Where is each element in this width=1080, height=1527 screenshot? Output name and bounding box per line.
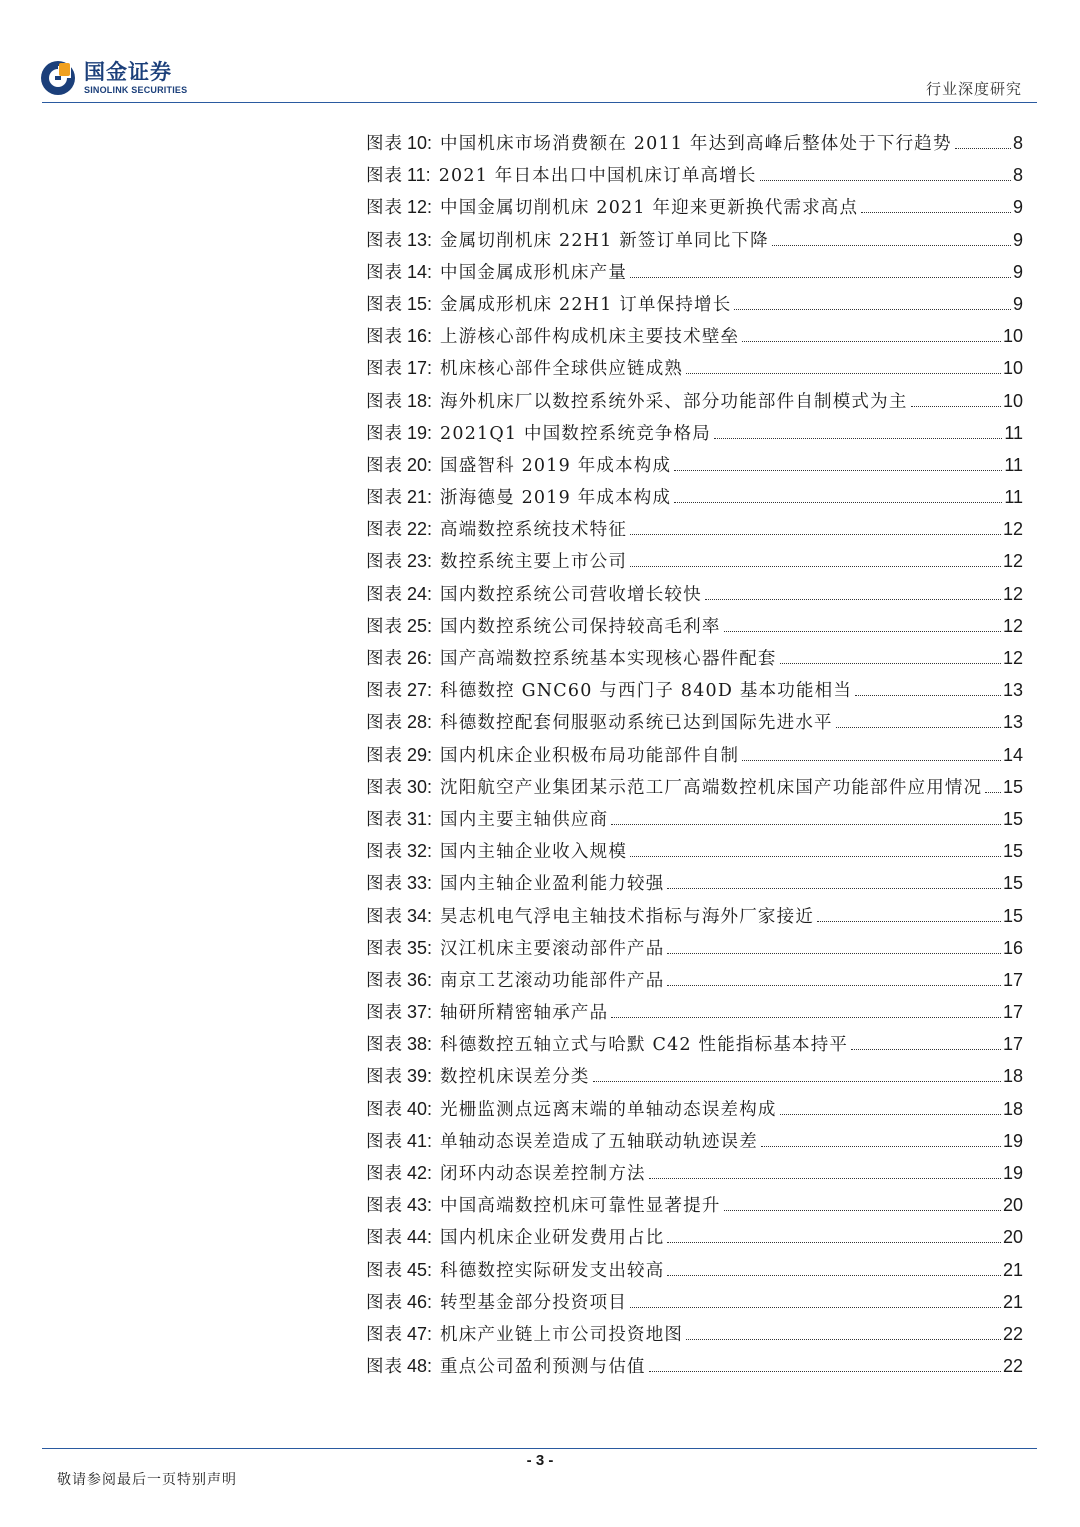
toc-dot-leader: [611, 1017, 1001, 1018]
toc-figure-label: 图表: [366, 713, 403, 734]
toc-page-number: 15: [1002, 905, 1023, 926]
toc-figure-number: 21:: [407, 487, 433, 508]
toc-entry[interactable]: [366, 1093, 1023, 1125]
toc-page-number: 19: [1002, 1130, 1023, 1151]
logo-chinese-name: 国金证券: [84, 59, 172, 84]
toc-page-number: 11: [1004, 487, 1023, 508]
toc-page-number: 10: [1002, 326, 1023, 347]
toc-entry[interactable]: [366, 385, 1023, 417]
toc-figure-number: 20:: [407, 454, 433, 475]
toc-figure-number: 31:: [407, 808, 433, 829]
toc-figure-title: 国内机床企业研发费用占比: [440, 1228, 665, 1249]
toc-figure-title: 数控机床误差分类: [440, 1067, 590, 1088]
toc-dot-leader: [780, 663, 1001, 664]
logo-english-name: SINOLINK SECURITIES: [84, 84, 188, 95]
toc-entry[interactable]: [366, 513, 1023, 545]
toc-figure-title: 国内主轴企业收入规模: [440, 842, 628, 863]
toc-figure-number: 37:: [407, 1002, 433, 1023]
toc-dot-leader: [955, 148, 1011, 149]
toc-figure-number: 48:: [407, 1356, 433, 1377]
toc-figure-title: 国盛智科 2019 年成本构成: [440, 455, 672, 476]
toc-entry[interactable]: [366, 642, 1023, 674]
toc-entry[interactable]: [366, 481, 1023, 513]
toc-figure-label: 图表: [366, 938, 403, 959]
toc-entry[interactable]: [366, 127, 1023, 159]
toc-page-number: 21: [1002, 1291, 1023, 1312]
toc-entry[interactable]: [366, 1318, 1023, 1350]
toc-figure-number: 14:: [407, 261, 433, 282]
toc-page-number: 17: [1002, 1034, 1023, 1055]
toc-page-number: 9: [1012, 229, 1023, 250]
toc-entry[interactable]: [366, 1286, 1023, 1318]
toc-entry[interactable]: [366, 159, 1023, 191]
toc-dot-leader: [705, 599, 1001, 600]
toc-dot-leader: [836, 727, 1001, 728]
toc-page-number: 8: [1012, 133, 1023, 153]
toc-entry[interactable]: [366, 1254, 1023, 1286]
toc-figure-number: 10:: [407, 133, 433, 153]
toc-figure-title: 国产高端数控系统基本实现核心器件配套: [440, 649, 777, 669]
page-number: - 3 -: [526, 1452, 554, 1469]
toc-figure-number: 32:: [407, 841, 433, 862]
toc-dot-leader: [714, 438, 1002, 439]
toc-figure-number: 26:: [407, 648, 433, 668]
toc-entry[interactable]: [366, 835, 1023, 867]
toc-dot-leader: [649, 1371, 1001, 1372]
toc-figure-title: 国内机床企业积极布局功能部件自制: [440, 745, 740, 766]
toc-figure-number: 45:: [407, 1259, 433, 1280]
toc-figure-number: 18:: [407, 390, 433, 411]
toc-figure-title: 国内主要主轴供应商: [440, 809, 609, 830]
toc-entry[interactable]: [366, 449, 1023, 481]
toc-figure-label: 图表: [366, 552, 403, 573]
toc-figure-label: 图表: [366, 584, 403, 605]
toc-entry[interactable]: [366, 578, 1023, 610]
figure-list: [366, 127, 1023, 1382]
toc-figure-number: 38:: [407, 1034, 433, 1055]
toc-dot-leader: [817, 921, 1001, 922]
toc-figure-label: 图表: [366, 809, 403, 830]
toc-page-number: 13: [1002, 712, 1023, 733]
toc-entry[interactable]: [366, 706, 1023, 738]
toc-page-number: 13: [1002, 680, 1023, 701]
toc-figure-title: 中国高端数控机床可靠性显著提升: [440, 1196, 721, 1217]
toc-figure-title: 汉江机床主要滚动部件产品: [440, 938, 665, 959]
toc-figure-label: 图表: [366, 1324, 403, 1345]
toc-page-number: 10: [1002, 358, 1023, 379]
toc-dot-leader: [911, 406, 1001, 407]
toc-figure-label: 图表: [366, 488, 403, 509]
toc-figure-title: 光栅监测点远离末端的单轴动态误差构成: [440, 1099, 777, 1120]
toc-page-number: 10: [1002, 390, 1023, 411]
toc-figure-label: 图表: [366, 520, 403, 541]
toc-entry[interactable]: [366, 545, 1023, 577]
toc-entry[interactable]: [366, 288, 1023, 320]
toc-figure-number: 41:: [407, 1130, 433, 1151]
toc-dot-leader: [724, 631, 1001, 632]
toc-figure-number: 24:: [407, 583, 433, 604]
toc-dot-leader: [985, 792, 1001, 793]
toc-entry[interactable]: [366, 1060, 1023, 1092]
toc-figure-label: 图表: [366, 423, 403, 444]
toc-dot-leader: [667, 1242, 1001, 1243]
toc-figure-number: 40:: [407, 1098, 433, 1119]
toc-figure-title: 中国金属切削机床 2021 年迎来更新换代需求高点: [440, 198, 859, 219]
toc-figure-number: 27:: [407, 680, 433, 701]
toc-page-number: 18: [1002, 1066, 1023, 1087]
toc-entry[interactable]: [366, 771, 1023, 803]
toc-dot-leader: [686, 373, 1001, 374]
toc-page-number: 11: [1004, 422, 1023, 443]
toc-figure-title: 高端数控系统技术特征: [440, 520, 628, 541]
toc-dot-leader: [667, 1275, 1001, 1276]
toc-figure-number: 15:: [407, 293, 433, 314]
toc-figure-label: 图表: [366, 1292, 403, 1313]
toc-dot-leader: [593, 1081, 1001, 1082]
toc-dot-leader: [724, 1210, 1001, 1211]
toc-figure-number: 30:: [407, 776, 433, 797]
toc-dot-leader: [649, 1178, 1001, 1179]
toc-page-number: 15: [1002, 841, 1023, 862]
toc-figure-label: 图表: [366, 842, 403, 863]
toc-figure-label: 图表: [366, 874, 403, 895]
toc-figure-title: 上游核心部件构成机床主要技术壁垒: [440, 327, 740, 348]
toc-page-number: 12: [1002, 583, 1023, 604]
toc-page-number: 18: [1002, 1098, 1023, 1119]
toc-entry[interactable]: [366, 803, 1023, 835]
toc-figure-title: 中国金属成形机床产量: [440, 262, 628, 283]
toc-figure-label: 图表: [366, 455, 403, 476]
toc-figure-number: 25:: [407, 615, 433, 636]
toc-dot-leader: [851, 1049, 1001, 1050]
toc-page-number: 8: [1012, 165, 1023, 186]
toc-figure-label: 图表: [366, 1357, 403, 1378]
toc-figure-label: 图表: [366, 1035, 403, 1056]
toc-figure-number: 33:: [407, 873, 433, 894]
toc-figure-number: 28:: [407, 712, 433, 733]
toc-entry[interactable]: [366, 1125, 1023, 1157]
toc-entry[interactable]: [366, 1350, 1023, 1382]
toc-page-number: 22: [1002, 1356, 1023, 1377]
toc-figure-label: 图表: [366, 1067, 403, 1088]
toc-figure-label: 图表: [366, 198, 403, 219]
toc-dot-leader: [630, 277, 1011, 278]
toc-entry[interactable]: [366, 320, 1023, 352]
toc-figure-label: 图表: [366, 134, 403, 154]
toc-entry[interactable]: [366, 1221, 1023, 1253]
toc-page-number: 12: [1002, 519, 1023, 540]
toc-figure-number: 17:: [407, 358, 433, 379]
toc-figure-title: 轴研所精密轴承产品: [440, 1003, 609, 1024]
toc-page-number: 15: [1002, 808, 1023, 829]
toc-figure-title: 科德数控 GNC60 与西门子 840D 基本功能相当: [440, 681, 853, 702]
toc-page-number: 9: [1012, 197, 1023, 218]
toc-dot-leader: [667, 953, 1001, 954]
toc-dot-leader: [760, 180, 1011, 181]
toc-figure-title: 转型基金部分投资项目: [440, 1292, 628, 1313]
toc-figure-label: 图表: [366, 1003, 403, 1024]
toc-dot-leader: [630, 534, 1001, 535]
toc-figure-number: 42:: [407, 1163, 433, 1183]
toc-dot-leader: [667, 888, 1001, 889]
toc-entry[interactable]: [366, 1157, 1023, 1189]
toc-figure-label: 图表: [366, 745, 403, 766]
toc-figure-label: 图表: [366, 327, 403, 348]
toc-dot-leader: [674, 470, 1002, 471]
toc-figure-number: 34:: [407, 905, 433, 926]
toc-page-number: 15: [1002, 873, 1023, 894]
toc-figure-label: 图表: [366, 294, 403, 315]
toc-figure-number: 13:: [407, 229, 433, 250]
toc-page-number: 21: [1002, 1259, 1023, 1280]
toc-figure-title: 国内数控系统公司营收增长较快: [440, 584, 702, 605]
toc-figure-label: 图表: [366, 616, 403, 637]
toc-dot-leader: [761, 1146, 1001, 1147]
toc-figure-number: 29:: [407, 744, 433, 765]
toc-figure-label: 图表: [366, 262, 403, 283]
toc-page-number: 20: [1002, 1227, 1023, 1248]
toc-figure-number: 36:: [407, 969, 433, 990]
toc-figure-title: 国内数控系统公司保持较高毛利率: [440, 616, 721, 637]
toc-figure-title: 2021Q1 中国数控系统竞争格局: [440, 423, 712, 444]
toc-figure-label: 图表: [366, 681, 403, 702]
toc-dot-leader: [734, 309, 1011, 310]
report-type-label: 行业深度研究: [925, 80, 1022, 98]
toc-figure-title: 金属切削机床 22H1 新签订单同比下降: [440, 230, 769, 251]
toc-figure-label: 图表: [366, 1260, 403, 1281]
toc-dot-leader: [630, 856, 1001, 857]
toc-figure-label: 图表: [366, 1228, 403, 1249]
toc-page-number: 19: [1002, 1163, 1023, 1183]
toc-entry[interactable]: [366, 224, 1023, 256]
toc-figure-number: 39:: [407, 1066, 433, 1087]
toc-figure-number: 16:: [407, 326, 433, 347]
toc-figure-label: 图表: [366, 391, 403, 412]
toc-figure-number: 44:: [407, 1227, 433, 1248]
toc-page-number: 14: [1002, 744, 1023, 765]
toc-entry[interactable]: [366, 1028, 1023, 1060]
toc-page-number: 16: [1002, 937, 1023, 958]
toc-page-number: 17: [1002, 969, 1023, 990]
toc-figure-title: 科德数控五轴立式与哈默 C42 性能指标基本持平: [440, 1035, 849, 1056]
toc-figure-number: 23:: [407, 551, 433, 572]
toc-figure-number: 43:: [407, 1195, 433, 1216]
toc-figure-title: 机床产业链上市公司投资地图: [440, 1324, 684, 1345]
toc-page-number: 17: [1002, 1002, 1023, 1023]
disclaimer-text: 敬请参阅最后一页特别声明: [57, 1472, 237, 1488]
toc-page-number: 12: [1002, 615, 1023, 636]
toc-figure-title: 闭环内动态误差控制方法: [440, 1164, 646, 1184]
toc-entry[interactable]: [366, 256, 1023, 288]
toc-entry[interactable]: [366, 191, 1023, 223]
toc-entry[interactable]: [366, 1189, 1023, 1221]
toc-dot-leader: [855, 695, 1001, 696]
toc-figure-title: 国内主轴企业盈利能力较强: [440, 874, 665, 895]
toc-entry[interactable]: [366, 932, 1023, 964]
toc-figure-title: 浙海德曼 2019 年成本构成: [440, 488, 672, 509]
toc-figure-number: 46:: [407, 1291, 433, 1312]
header-divider: [42, 102, 1037, 103]
toc-dot-leader: [772, 245, 1011, 246]
toc-dot-leader: [611, 824, 1001, 825]
toc-page-number: 9: [1012, 293, 1023, 314]
toc-figure-title: 南京工艺滚动功能部件产品: [440, 970, 665, 991]
toc-figure-label: 图表: [366, 359, 403, 380]
toc-page-number: 15: [1002, 776, 1023, 797]
toc-entry[interactable]: [366, 739, 1023, 771]
toc-entry[interactable]: [366, 867, 1023, 899]
toc-figure-title: 单轴动态误差造成了五轴联动轨迹误差: [440, 1131, 758, 1152]
toc-figure-number: 11:: [407, 165, 431, 186]
toc-figure-title: 沈阳航空产业集团某示范工厂高端数控机床国产功能部件应用情况: [440, 777, 983, 798]
toc-figure-label: 图表: [366, 1099, 403, 1120]
toc-entry[interactable]: [366, 352, 1023, 384]
toc-figure-title: 海外机床厂以数控系统外采、部分功能部件自制模式为主: [440, 391, 908, 412]
toc-figure-label: 图表: [366, 777, 403, 798]
toc-figure-number: 35:: [407, 937, 433, 958]
page-header: [0, 0, 1080, 110]
toc-page-number: 12: [1002, 551, 1023, 572]
toc-entry[interactable]: [366, 417, 1023, 449]
toc-figure-title: 科德数控实际研发支出较高: [440, 1260, 665, 1281]
toc-figure-number: 19:: [407, 422, 433, 443]
sinolink-logo-icon: [40, 60, 76, 96]
toc-figure-number: 22:: [407, 519, 433, 540]
toc-figure-label: 图表: [366, 1131, 403, 1152]
toc-figure-number: 12:: [407, 197, 433, 218]
toc-figure-label: 图表: [366, 166, 403, 187]
toc-page-number: 22: [1002, 1323, 1023, 1344]
toc-dot-leader: [630, 566, 1001, 567]
toc-entry[interactable]: [366, 996, 1023, 1028]
toc-figure-label: 图表: [366, 970, 403, 991]
toc-figure-number: 47:: [407, 1323, 433, 1344]
toc-dot-leader: [742, 341, 1001, 342]
toc-figure-label: 图表: [366, 1164, 403, 1184]
toc-page-number: 20: [1002, 1195, 1023, 1216]
toc-figure-label: 图表: [366, 649, 403, 669]
toc-figure-title: 数控系统主要上市公司: [440, 552, 628, 573]
footer-divider: [42, 1448, 1037, 1449]
toc-dot-leader: [780, 1114, 1001, 1115]
toc-entry[interactable]: [366, 900, 1023, 932]
toc-figure-title: 机床核心部件全球供应链成熟: [440, 359, 684, 380]
toc-dot-leader: [686, 1339, 1001, 1340]
toc-figure-title: 科德数控配套伺服驱动系统已达到国际先进水平: [440, 713, 833, 734]
toc-figure-label: 图表: [366, 906, 403, 927]
toc-dot-leader: [674, 502, 1002, 503]
toc-figure-title: 重点公司盈利预测与估值: [440, 1357, 646, 1378]
toc-entry[interactable]: [366, 964, 1023, 996]
toc-entry[interactable]: [366, 674, 1023, 706]
toc-figure-title: 昊志机电气浮电主轴技术指标与海外厂家接近: [440, 906, 815, 927]
toc-page-number: 9: [1012, 261, 1023, 282]
toc-figure-label: 图表: [366, 230, 403, 251]
toc-figure-title: 中国机床市场消费额在 2011 年达到高峰后整体处于下行趋势: [440, 134, 952, 154]
toc-figure-title: 金属成形机床 22H1 订单保持增长: [440, 294, 732, 315]
toc-dot-leader: [742, 760, 1001, 761]
toc-page-number: 11: [1004, 454, 1023, 475]
toc-page-number: 12: [1002, 648, 1023, 668]
toc-dot-leader: [667, 985, 1001, 986]
toc-figure-title: 2021 年日本出口中国机床订单高增长: [438, 166, 757, 187]
company-logo: [40, 60, 187, 96]
toc-figure-label: 图表: [366, 1196, 403, 1217]
toc-entry[interactable]: [366, 610, 1023, 642]
toc-dot-leader: [630, 1307, 1001, 1308]
toc-dot-leader: [861, 212, 1011, 213]
